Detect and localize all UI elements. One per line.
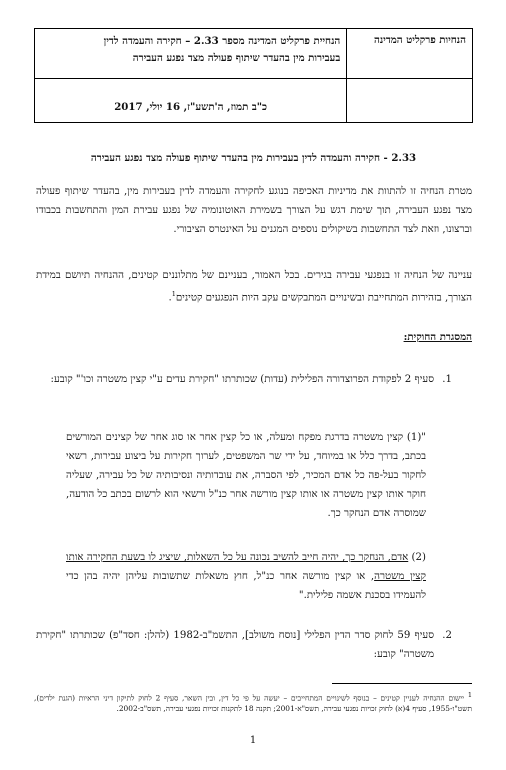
- paragraph-scope-text: עניינה של הנחיה זו בנפגעי עבירה בגירים. בכל האמור, בעניינם של מתלוננים קטינים, ההנחיה תיושם במידת הצורך, בזהירות המתחייבת ובשינויים המתבקשים עקב היות הנפגעים קטינים: [36, 270, 472, 304]
- list-item-2: [36, 626, 472, 664]
- list-item-text: סעיף 2 לפקודת הפרוצדורה הפלילית (עדות) שכותרתו "חקירת עדים ע"י קצין משטרה וכו'" קובע:: [50, 374, 434, 385]
- header-title-line2: בעבירות מין בהעדר שיתוף פעולה מצד נפגע העבירה: [132, 52, 341, 64]
- footnote: [34, 690, 472, 714]
- list-item-text: סעיף 59 לחוק סדר הדין הפלילי [נוסח משולב], התשמ"ב-1982 (להלן: חסד"פ) שכותרתו "חקירת משטרה" קובע:: [36, 630, 434, 660]
- section-title: 2.33 - חקירה והעמדה לדין בעבירות מין בהעדר שיתוף פעולה מצד נפגע העבירה: [90, 152, 417, 164]
- header-side-empty-cell: [347, 79, 473, 123]
- footnote-ref[interactable]: 1: [171, 290, 176, 298]
- header-title-line1: הנחיית פרקליט המדינה מספר 2.33 – חקירה והעמדה לדין: [103, 35, 341, 47]
- footnote-text: יישום ההנחיה לעניין קטינים – בנוסף לשינויים המתחייבים – יעשה על פי כל דין, ובין השאר, סעיף 2 לחוק לתיקון דיני הראיות (הגנת ילדים), תשט"ו-1955, סעיף 4(א) לחוק זכויות נפגעי עבירה, תשס"א-2001; תקנה 18 לתקנות זכויות נפגעי עבירה, תשס"ב-2002.: [34, 693, 472, 714]
- paragraph-purpose: מטרת הנחיה זו להתוות את מדיניות האכיפה בנוגע לחקירה והעמדה לדין בעבירות מין, בהעדר שיתוף פעולה מצד נפגע העבירה, תוך שימת דגש על הצורך בשמירת האוטונומיה של נפגע עבירת המין והתחשבות בכבודו וברצונו, וזאת לצד התחשבות בשיקולים נוספים המגנים על האינטרס הציבורי.: [36, 186, 472, 235]
- list-item-number: 2.: [442, 630, 452, 641]
- header-side-title: הנחיות פרקליט המדינה: [373, 34, 466, 46]
- header-date: כ"ב תמוז, ה'תשע"ז, 16 יולי, 2017: [114, 101, 268, 113]
- header-main-cell: [35, 29, 347, 79]
- list-item-1: [36, 370, 472, 389]
- list-item-number: 1.: [442, 374, 452, 385]
- footnote-separator: [332, 683, 472, 684]
- quote-clause-2-start: (2): [408, 552, 426, 563]
- header-date-cell: [35, 79, 347, 123]
- page-number: 1: [249, 735, 257, 746]
- quote-clause-1: "(1) קצין משטרה בדרגת מפקח ומעלה, או כל קצין אחר או סוג אחר של קצינים המורשים בכתב, בדרך כלל או במיוחד, על ידי שר המשפטים, לערוך חקירות על ביצוע עבירות, רשאי לחקור בעל-פה כל אדם המכיר, לפי הסברה, את עובדותיה ונסיבותיה של כל עבירה, שעליה חוקר אותו קצין משטרה או אותו קצין מורשה אחר כנ"ל ורשאי הוא לרשום בכתב כל הודעה, שמוסרה אדם הנחקר כך.: [66, 432, 426, 519]
- quote-clause-2-underlined: אדם, הנחקר כך, יהיה חייב להשיב נכונה על כל השאלות, שיציג לו בשעת החקירה אותו קצין משטרה: [66, 552, 426, 582]
- footnote-number: 1: [467, 691, 472, 699]
- quote-clause-2: [66, 548, 426, 605]
- quote-clause-2-rest: , או קצין מורשה אחר כנ"ל, חוץ משאלות שתשובות עליהן יהיה בהן כדי להעמידו בסכנת אשמה פלילית.": [66, 571, 426, 601]
- paragraph-scope: עניינה של הנחיה זו בנפגעי עבירה בגירים. בכל האמור, בעניינם של מתלוננים קטינים, ההנחיה תיושם במידת הצורך, בזהירות המתחייבת ובשינויים המתבקשים עקב היות הנפגעים קטינים$^1$.: [36, 270, 472, 304]
- header-table: [34, 28, 473, 123]
- header-side-cell: [347, 29, 473, 79]
- legal-framework-heading: המסגרת החוקית:: [403, 331, 472, 343]
